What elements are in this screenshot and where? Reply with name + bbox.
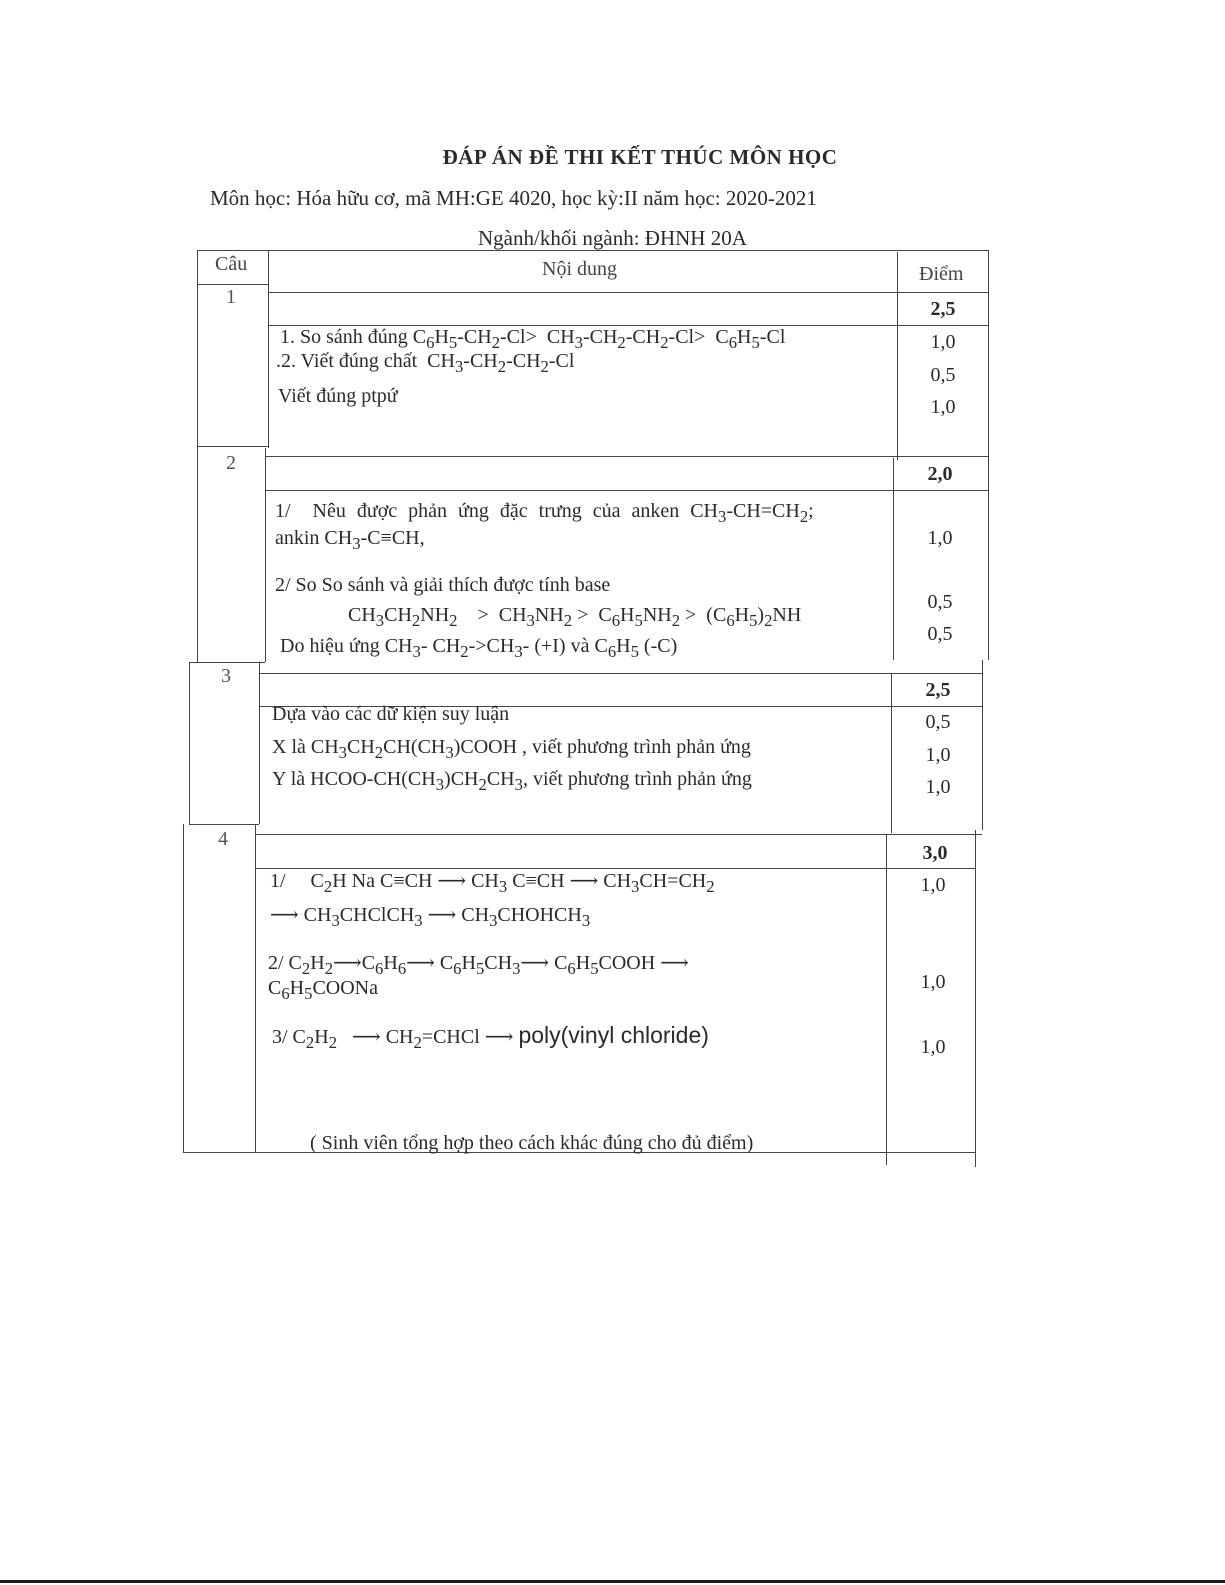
q4-number: 4 — [218, 828, 228, 850]
page-bottom-edge — [0, 1580, 1225, 1583]
q1-number: 1 — [226, 286, 236, 308]
q2-line1: 1/ Nêu được phản ứng đặc trưng của anken $CH_3-CH=CH_2$; — [275, 500, 814, 526]
q3-score-2: 1,0 — [925, 744, 951, 766]
q4-line1: 1/ $C_2H$ Na C≡CH ⟶ $CH_3$ C≡CH ⟶ $CH_3CH=CH_2$ — [270, 870, 715, 896]
col2-sep-d — [886, 835, 887, 1165]
q3-number: 3 — [221, 665, 231, 687]
q4-score-2: 1,0 — [920, 971, 946, 993]
header-question: Câu — [215, 253, 248, 275]
col1-sep-a — [268, 250, 269, 448]
q2-end-right — [259, 673, 982, 674]
q4-total: 3,0 — [922, 842, 948, 864]
header-content: Nội dung — [542, 258, 617, 280]
q3-line2: X là $CH_3CH_2CH(CH_3)COOH$ , viết phương trình phản ứng — [272, 736, 751, 762]
q4-score-3: 1,0 — [920, 1036, 946, 1058]
q1-line3: Viết đúng ptpứ — [278, 385, 398, 407]
col2-sep-b — [893, 458, 894, 660]
q2-line5: Do hiệu ứng $CH_3-$ $CH_2->CH_3-$ (+I) và $C_6H_5$ (-C) — [280, 635, 678, 661]
q2-total: 2,0 — [927, 463, 953, 485]
q3-score-3: 1,0 — [925, 776, 951, 798]
q3-line3: Y là HCOO-$CH(CH_3)CH_2CH_3$, viết phương trình phản ứng — [272, 768, 752, 794]
q4-score-1: 1,0 — [920, 874, 946, 896]
q2-line3: 2/ So So sánh và giải thích được tính base — [275, 574, 611, 596]
q1-score-1: 1,0 — [930, 331, 956, 353]
q2-score-2: 0,5 — [927, 591, 953, 613]
document-title: ĐÁP ÁN ĐỀ THI KẾT THÚC MÔN HỌC — [442, 145, 838, 169]
q3-end-right — [255, 834, 982, 835]
q2-total-sep — [265, 490, 988, 491]
q2-line2: ankin $CH_3-C\equiv CH$, — [275, 527, 425, 553]
q2-end-left — [189, 662, 265, 663]
q2-number: 2 — [226, 452, 236, 474]
hdr-sep-right — [268, 292, 988, 293]
q1-score-2: 0,5 — [930, 364, 956, 386]
q1-line1: 1. So sánh đúng $C_6H_5-CH_2-Cl> CH_3-CH_2-CH_2-Cl> C_6H_5-Cl$ — [280, 326, 786, 352]
q3-line1: Dựa vào các dữ kiện suy luận — [272, 703, 510, 725]
col1-sep-c — [259, 662, 260, 824]
q3-total: 2,5 — [925, 679, 951, 701]
left-border-mid — [189, 662, 190, 824]
hdr-sep-left — [197, 284, 269, 285]
col1-sep-d — [255, 824, 256, 1152]
q1-score-3: 1,0 — [930, 396, 956, 418]
q1-end-left — [197, 446, 269, 447]
col2-sep-a — [897, 252, 898, 460]
q3-score-1: 0,5 — [925, 711, 951, 733]
col1-sep-b — [265, 448, 266, 662]
right-border-upper — [988, 250, 989, 660]
q4-line5: 3/ $C_2H_2$ ⟶ $CH_2=CHCl$ ⟶ poly(vinyl chloride) — [272, 1022, 709, 1052]
q1-end-right — [265, 456, 988, 457]
course-subtitle: Môn học: Hóa hữu cơ, mã MH:GE 4020, học kỳ:II năm học: 2020-2021 — [210, 186, 817, 210]
q3-end-left — [189, 824, 259, 825]
left-border-lower — [183, 824, 184, 1153]
q4-line4: $C_6H_5COONa$ — [268, 977, 378, 1003]
left-border-upper — [197, 250, 198, 662]
q2-line4: $CH_3CH_2NH_2$ > $CH_3NH_2 > C_6H_5NH_2 > (C_6H_5)_2NH$ — [348, 604, 802, 630]
q2-score-3: 0,5 — [927, 623, 953, 645]
q4-note: ( Sinh viên tổng hợp theo cách khác đúng cho đủ điểm) — [310, 1132, 754, 1154]
q4-line2: ⟶ $CH_3CHClCH_3$ ⟶ $CH_3CHOHCH_3$ — [270, 904, 591, 930]
q2-score-1: 1,0 — [927, 527, 953, 549]
q1-total: 2,5 — [930, 298, 956, 320]
col2-sep-c — [891, 673, 892, 833]
major-line: Ngành/khối ngành: ĐHNH 20A — [478, 226, 747, 250]
table-top-border — [197, 250, 989, 251]
q1-line2: .2. Viết đúng chất $CH_3-CH_2-CH_2-Cl$ — [276, 350, 575, 376]
q4-line3: 2/ $C_2H_2⟶C_6H_6⟶$ $C_6H_5CH_3⟶$ $C_6H_5COOH$ ⟶ — [268, 952, 689, 978]
header-score: Điểm — [919, 263, 964, 285]
